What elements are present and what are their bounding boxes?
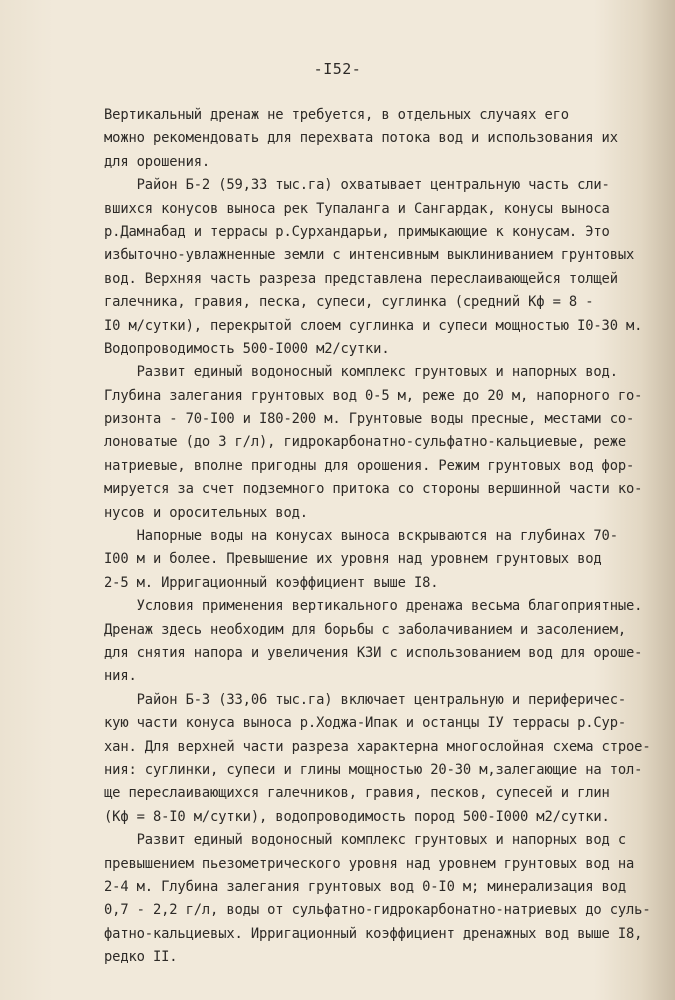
text-line: Глубина залегания грунтовых вод 0-5 м, реже до 20 м, напорного го- (104, 387, 643, 404)
text-line: можно рекомендовать для перехвата потока вод и использования их (104, 130, 618, 147)
text-line: Район Б-2 (59,33 тыс.га) охватывает центральную часть сли- (104, 177, 610, 194)
text-line: лоноватые (до 3 г/л), гидрокарбонатно-сульфатно-кальциевые, реже (104, 434, 627, 451)
text-line: избыточно-увлажненные земли с интенсивным выклиниванием грунтовых (104, 247, 635, 264)
text-line: вшихся конусов выноса рек Тупаланга и Сангардак, конусы выноса (104, 200, 610, 217)
text-line: Развит единый водоносный комплекс грунтовых и напорных вод с (104, 832, 627, 849)
text-line: ния: суглинки, супеси и глины мощностью 20-30 м,залегающие на тол- (104, 761, 643, 778)
text-line: 2-4 м. Глубина залегания грунтовых вод 0-I0 м; минерализация вод (104, 878, 627, 895)
text-line: 0,7 - 2,2 г/л, воды от сульфатно-гидрокарбонатно-натриевых до суль- (104, 902, 651, 919)
body-text (104, 104, 664, 969)
page-number: -I52- (313, 60, 362, 78)
text-line: ния. (104, 668, 137, 685)
text-line: кую части конуса выноса р.Ходжа-Ипак и останцы IУ террасы р.Сур- (104, 715, 627, 732)
text-line: ще переслаивающихся галечников, гравия, песков, супесей и глин (104, 785, 610, 802)
text-line: фатно-кальциевых. Ирригационный коэффициент дренажных вод выше I8, (104, 925, 643, 942)
text-line: Водопроводимость 500-I000 м2/сутки. (104, 340, 390, 357)
text-line: нусов и оросительных вод. (104, 504, 308, 521)
text-line: натриевые, вполне пригодны для орошения. Режим грунтовых вод фор- (104, 457, 635, 474)
text-line: Напорные воды на конусах выноса вскрываются на глубинах 70- (104, 528, 618, 545)
text-line: Вертикальный дренаж не требуется, в отдельных случаях его (104, 107, 569, 123)
text-line: р.Дамнабад и террасы р.Сурхандарьи, примыкающие к конусам. Это (104, 223, 610, 240)
text-line: превышением пьезометрического уровня над уровнем грунтовых вод на (104, 855, 635, 872)
text-line: Район Б-3 (33,06 тыс.га) включает центральную и периферичес- (104, 691, 627, 708)
text-line: хан. Для верхней части разреза характерна многослойная схема строе- (104, 738, 651, 755)
text-line: ризонта - 70-I00 и I80-200 м. Грунтовые воды пресные, местами со- (104, 411, 635, 428)
text-line: I00 м и более. Превышение их уровня над уровнем грунтовых вод (104, 551, 602, 568)
text-line: (Кф = 8-I0 м/сутки), водопроводимость пород 500-I000 м2/сутки. (104, 808, 610, 825)
text-line: 2-5 м. Ирригационный коэффициент выше I8. (104, 574, 439, 591)
text-line: редко II. (104, 949, 178, 966)
text-line: Развит единый водоносный комплекс грунтовых и напорных вод. (104, 364, 618, 381)
text-line: мируется за счет подземного притока со стороны вершинной части ко- (104, 481, 643, 498)
text-line: Условия применения вертикального дренажа весьма благоприятные. (104, 598, 643, 615)
text-line: Дренаж здесь необходим для борьбы с заболачиванием и засолением, (104, 621, 627, 638)
text-line: вод. Верхняя часть разреза представлена переслаивающейся толщей (104, 270, 618, 287)
text-line: для снятия напора и увеличения КЗИ с использованием вод для ороше- (104, 644, 643, 661)
text-line: галечника, гравия, песка, супеси, суглинка (средний Кф = 8 - (104, 294, 594, 311)
text-line: для орошения. (104, 153, 211, 170)
text-line: I0 м/сутки), перекрытой слоем суглинка и супеси мощностью I0-30 м. (104, 317, 643, 334)
